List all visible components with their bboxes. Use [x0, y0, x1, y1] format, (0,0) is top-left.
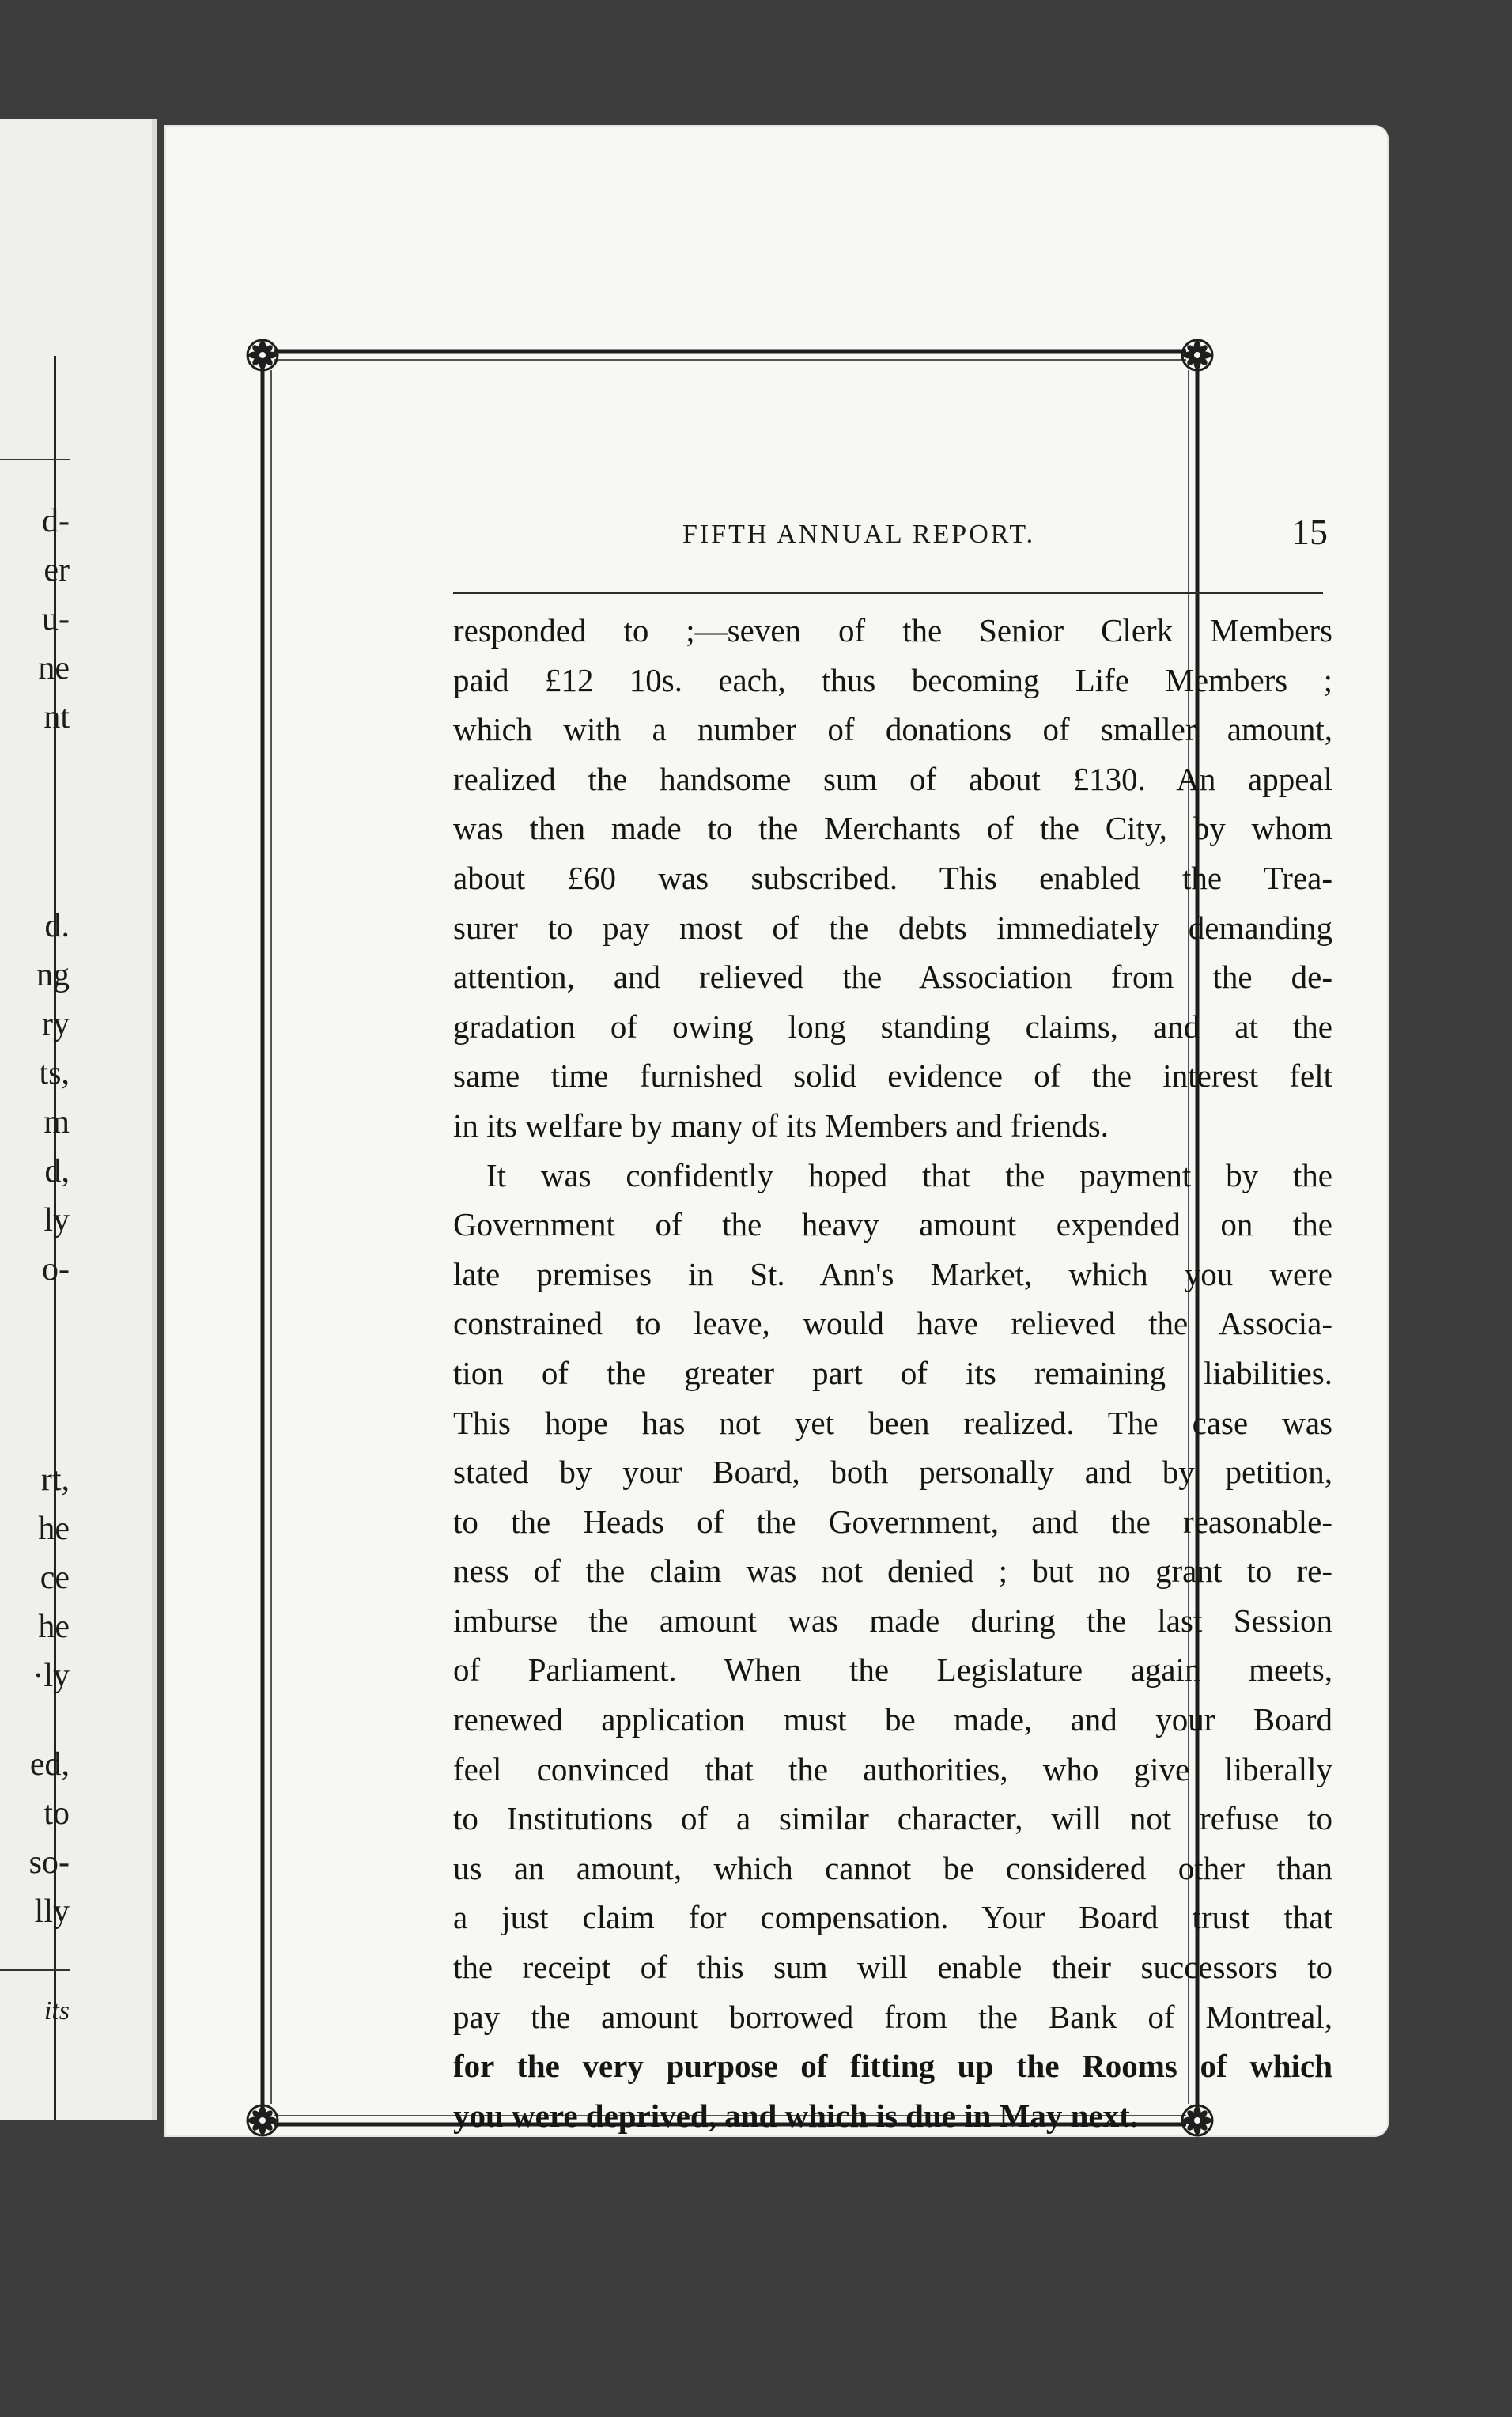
- text-line: ness of the claim was not denied ; but no grant to re-: [453, 1553, 1332, 1590]
- text-line: renewed application must be made, and your Board: [453, 1701, 1332, 1738]
- left-text-fragment: he: [38, 1511, 70, 1547]
- header-rule: [453, 592, 1323, 594]
- text-line: surer to pay most of the debts immediately demanding: [453, 909, 1332, 946]
- text-line: Government of the heavy amount expended on the: [453, 1206, 1332, 1243]
- page-number: 15: [1291, 512, 1328, 552]
- left-text-fragment: ce: [40, 1560, 70, 1596]
- text-line: stated by your Board, both personally and by petition,: [453, 1454, 1332, 1491]
- text-line: It was confidently hoped that the payment by the: [486, 1156, 1332, 1193]
- text-line: us an amount, which cannot be considered other than: [453, 1849, 1332, 1886]
- rosette-icon-bottom-left: [248, 2105, 278, 2135]
- left-text-fragment: m: [43, 1104, 70, 1140]
- left-text-fragment: ed,: [29, 1746, 70, 1783]
- text-line: same time furnished solid evidence of the interest felt: [453, 1057, 1332, 1095]
- left-text-fragment: er: [43, 552, 70, 588]
- text-line: was then made to the Merchants of the City, by whom: [453, 810, 1332, 847]
- left-text-fragment: he: [38, 1609, 70, 1645]
- left-text-fragment: nt: [43, 699, 70, 736]
- text-line: attention, and relieved the Association from the de-: [453, 959, 1332, 996]
- text-line: gradation of owing long standing claims, and at the: [453, 1008, 1332, 1045]
- text-line: about £60 was subscribed. This enabled the Trea-: [453, 859, 1332, 896]
- text-line: to Institutions of a similar character, will not refuse to: [453, 1800, 1332, 1837]
- text-line: responded to ;—seven of the Senior Clerk Members: [453, 612, 1332, 649]
- left-text-fragment: u-: [42, 601, 70, 637]
- left-page-edge: [152, 119, 157, 2120]
- text-line: late premises in St. Ann's Market, which you were: [453, 1255, 1332, 1292]
- text-line: to the Heads of the Government, and the reasonable-: [453, 1503, 1332, 1540]
- text-line: This hope has not yet been realized. The case was: [453, 1404, 1332, 1441]
- text-line: you were deprived, and which is due in May next.: [453, 2097, 1139, 2134]
- left-text-fragment: ts,: [39, 1055, 70, 1091]
- rosette-icon-top-right: [1182, 340, 1212, 370]
- left-text-fragment: d.: [44, 908, 70, 944]
- left-text-fragment: ne: [38, 650, 70, 687]
- text-line: for the very purpose of fitting up the Rooms of which: [453, 2048, 1332, 2085]
- left-text-fragment: to: [43, 1795, 70, 1832]
- rosette-icon-top-left: [248, 340, 278, 370]
- text-line: paid £12 10s. each, thus becoming Life Members ;: [453, 661, 1332, 698]
- left-footer-rule: [0, 1969, 70, 1971]
- left-text-fragment: ly: [43, 1202, 70, 1239]
- text-line: a just claim for compensation. Your Board trust that: [453, 1899, 1332, 1936]
- text-line: the receipt of this sum will enable their successors to: [453, 1949, 1332, 1986]
- text-line: in its welfare by many of its Members and friends.: [453, 1106, 1109, 1144]
- text-line: feel convinced that the authorities, who give liberally: [453, 1750, 1332, 1787]
- left-text-fragment: ng: [36, 957, 70, 993]
- body-text: [453, 606, 1332, 2140]
- left-text-fragment: ry: [42, 1006, 70, 1042]
- left-text-fragment: d,: [44, 1153, 70, 1190]
- book-page: [164, 125, 1389, 2137]
- left-page-fragment: [0, 119, 157, 2120]
- left-footer-fragment: its: [43, 1996, 70, 2026]
- text-line: of Parliament. When the Legislature again meets,: [453, 1651, 1332, 1689]
- text-line: which with a number of donations of smaller amount,: [453, 711, 1332, 748]
- text-line: tion of the greater part of its remaining liabilities.: [453, 1354, 1332, 1391]
- left-text-fragment: rt,: [40, 1462, 70, 1498]
- text-line: pay the amount borrowed from the Bank of Montreal,: [453, 1998, 1332, 2035]
- text-line: constrained to leave, would have relieved the Associa-: [453, 1305, 1332, 1342]
- left-text-fragment: o-: [42, 1251, 70, 1288]
- running-head: FIFTH ANNUAL REPORT.: [682, 520, 1036, 549]
- left-text-fragment: ·ly: [32, 1658, 70, 1694]
- text-line: realized the handsome sum of about £130. An appeal: [453, 760, 1332, 797]
- left-header-rule: [0, 459, 70, 460]
- text-line: imburse the amount was made during the last Session: [453, 1602, 1332, 1639]
- left-text-fragment: lly: [34, 1893, 70, 1930]
- left-text-fragment: d-: [42, 503, 70, 539]
- left-text-fragment: so-: [28, 1844, 70, 1881]
